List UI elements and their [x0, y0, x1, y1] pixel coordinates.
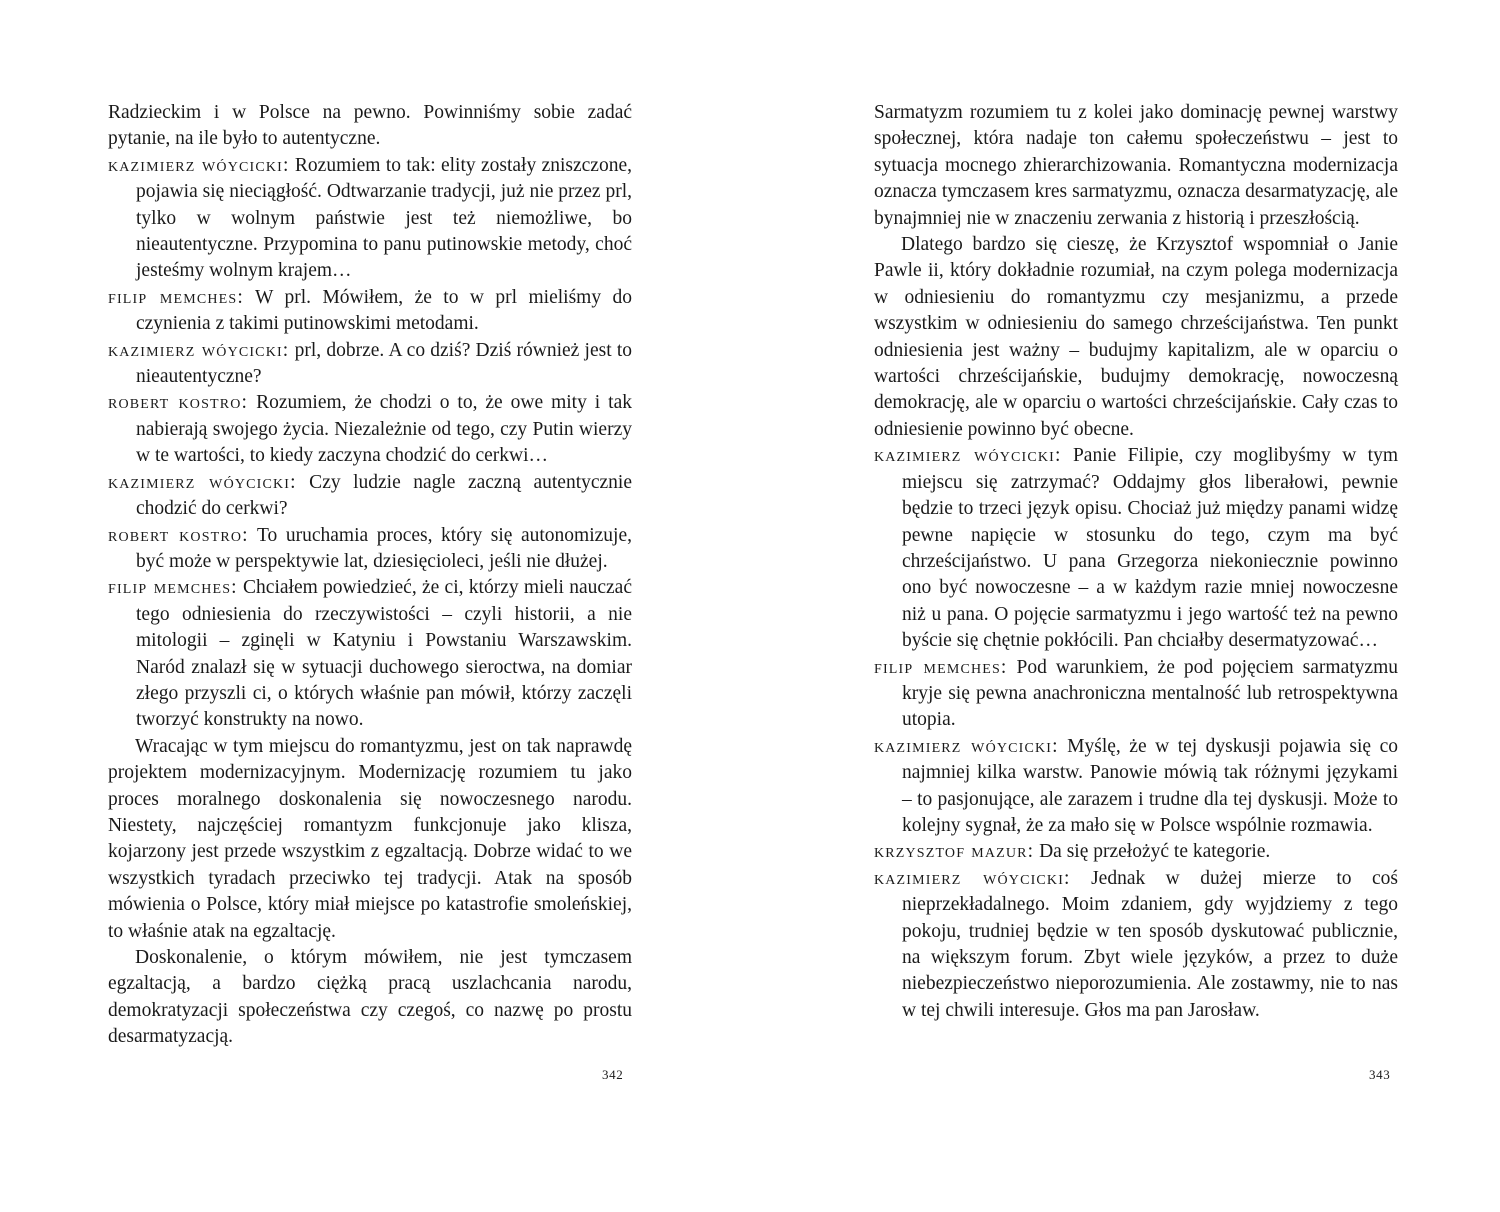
page-number-left: 342: [602, 1067, 624, 1082]
speaker-name: filip memches:: [108, 577, 238, 599]
speaker-entry: [108, 285, 632, 338]
paragraph: [874, 232, 1398, 443]
page-number-right: 343: [1369, 1067, 1391, 1082]
speaker-entry: [874, 734, 1398, 840]
speech-text: Chciałem powiedzieć, że ci, którzy mieli nauczać tego odniesienia do rzeczywistości – czyli historii, a nie mitologii – zginęli w Katyniu i Powstaniu Warszawskim. Naród znalazł się w sytuacji duchowego sieroctwa, na domiar złego przyszli ci, o których właśnie pan mówił, którzy zaczęli tworzyć konstrukty na nowo.: [136, 577, 632, 731]
speech-text: Czy ludzie nagle zaczną autentycznie chodzić do cerkwi?: [136, 471, 632, 520]
speech-text: Rozumiem to tak: elity zostały zniszczone, pojawia się nieciągłość. Odtwarzanie tradycji, już nie przez prl, tylko w wolnym państwie jest też niemożliwe, bo nieautentyczne. Przypomina to panu putinowskie metody, choć jesteśmy wolnym krajem…: [136, 154, 632, 282]
speaker-name: krzysztof mazur:: [874, 841, 1035, 863]
speaker-entry: [108, 153, 632, 285]
speaker-name: kazimierz wóycicki:: [874, 735, 1059, 757]
speech-text: To uruchamia proces, który się autonomizuje, być może w perspektywie lat, dziesięcioleci, jeśli nie dłużej.: [136, 524, 632, 572]
right-page-text: [874, 100, 1398, 1024]
speaker-name: kazimierz wóycicki:: [108, 471, 297, 493]
paragraph: [108, 945, 632, 1051]
speaker-entry: [108, 390, 632, 469]
paragraph: [874, 100, 1398, 232]
paragraph-text: Doskonalenie, o którym mówiłem, nie jest tymczasem egzaltacją, a bardzo ciężką pracą uszlachcania narodu, demokratyzacji społeczeństwa czy czegoś, co nazwę po prostu desarmatyzacją.: [108, 947, 632, 1048]
speaker-entry: [874, 866, 1398, 1024]
paragraph-text: Dlatego bardzo się cieszę, że Krzysztof wspomniał o Janie Pawle ii, który dokładnie rozumiał, na czym polega modernizacja w odniesieniu do romantyzmu czy mesjanizmu, a przede wszystkim w odniesieniu do samego chrześcijaństwa. Ten punkt odniesienia jest ważny – budujmy kapitalizm, ale w oparciu o wartości chrześcijańskie, budujmy demokrację, nowoczesną demokrację, ale w oparciu o wartości chrześcijańskie. Cały czas to odniesienie powinno być obecne.: [874, 234, 1398, 440]
speaker-entry: [874, 443, 1398, 654]
speech-text: Pod warunkiem, że pod pojęciem sarmatyzmu kryje się pewna anachroniczna mentalność lub retrospektywna utopia.: [902, 656, 1398, 731]
paragraph-text: Radzieckim i w Polsce na pewno. Powinniśmy sobie zadać pytanie, na ile było to autentyczne.: [108, 102, 632, 150]
speech-text: Panie Filipie, czy moglibyśmy w tym miejscu się zatrzymać? Oddajmy głos liberałowi, pewnie będzie to trzeci język opisu. Chociaż już między panami widzę pewne napięcie w stosunku do tego, czym ma być chrześcijaństwo. U pana Grzegorza niekoniecznie powinno ono być nowoczesne – a w każdym razie mniej nowoczesne niż u pana. O pojęcie sarmatyzmu i jego wartość też na pewno byście się chętnie pokłócili. Pan chciałby desermatyzować…: [902, 445, 1399, 652]
left-page-text: [108, 100, 632, 1051]
speaker-name: robert kostro:: [108, 524, 249, 546]
speaker-entry: [108, 338, 632, 391]
speech-text: Rozumiem, że chodzi o to, że owe mity i tak nabierają swojego życia. Niezależnie od tego, czy Putin wierzy w te wartości, to kiedy zaczyna chodzić do cerkwi…: [136, 392, 632, 467]
speaker-entry: [108, 470, 632, 523]
speaker-entry: [874, 655, 1398, 734]
speaker-entry: [108, 575, 632, 733]
speaker-name: kazimierz wóycicki:: [874, 445, 1062, 467]
speech-text: Myślę, że w tej dyskusji pojawia się co najmniej kilka warstw. Panowie mówią tak różnymi językami – to pasjonujące, ale zarazem i trudne dla tej dyskusji. Może to kolejny sygnał, że za mało się w Polsce wspólnie rozmawia.: [902, 735, 1398, 836]
speaker-name: kazimierz wóycicki:: [108, 154, 290, 176]
speaker-entry: [874, 839, 1398, 865]
paragraph: [108, 734, 632, 945]
speaker-entry: [108, 523, 632, 576]
speech-text: Da się przełożyć te kategorie.: [1034, 841, 1271, 863]
paragraph-text: Wracając w tym miejscu do romantyzmu, jest on tak naprawdę projektem modernizacyjnym. Modernizację rozumiem tu jako proces moralnego doskonalenia się nowoczesnego narodu. Niestety, najczęściej romantyzm funkcjonuje jako klisza, kojarzony jest przede wszystkim z egzaltacją. Dobrze widać to we wszystkich tyradach przeciwko tej tradycji. Atak na sposób mówienia o Polsce, który miał miejsce po katastrofie smoleńskiej, to właśnie atak na egzaltację.: [108, 735, 632, 942]
speech-text: Jednak w dużej mierze to coś nieprzekładalnego. Moim zdaniem, gdy wyjdziemy z tego pokoju, trudniej będzie w ten sposób dyskutować publicznie, na większym forum. Zbyt wiele języków, a przez to duże niebezpieczeństwo nieporozumienia. Ale zostawmy, nie to nas w tej chwili interesuje. Głos ma pan Jarosław.: [902, 867, 1398, 1021]
speaker-name: filip memches:: [874, 656, 1008, 678]
speaker-name: robert kostro:: [108, 392, 249, 414]
paragraph: [108, 100, 632, 153]
speaker-name: filip memches:: [108, 286, 244, 308]
paragraph-text: Sarmatyzm rozumiem tu z kolei jako dominację pewnej warstwy społecznej, która nadaje ton całemu społeczeństwu – jest to sytuacja mocnego zhierarchizowania. Romantyczna modernizacja oznacza tymczasem kres sarmatyzmu, oznacza desarmatyzację, ale bynajmniej nie w znaczeniu zerwania z historią i przeszłością.: [874, 102, 1398, 229]
speech-text: prl, dobrze. A co dziś? Dziś również jest to nieautentyczne?: [136, 339, 632, 388]
speaker-name: kazimierz wóycicki:: [108, 339, 290, 361]
speech-text: W prl. Mówiłem, że to w prl mieliśmy do czynienia z takimi putinowskimi metodami.: [136, 286, 633, 335]
speaker-name: kazimierz wóycicki:: [874, 867, 1071, 889]
